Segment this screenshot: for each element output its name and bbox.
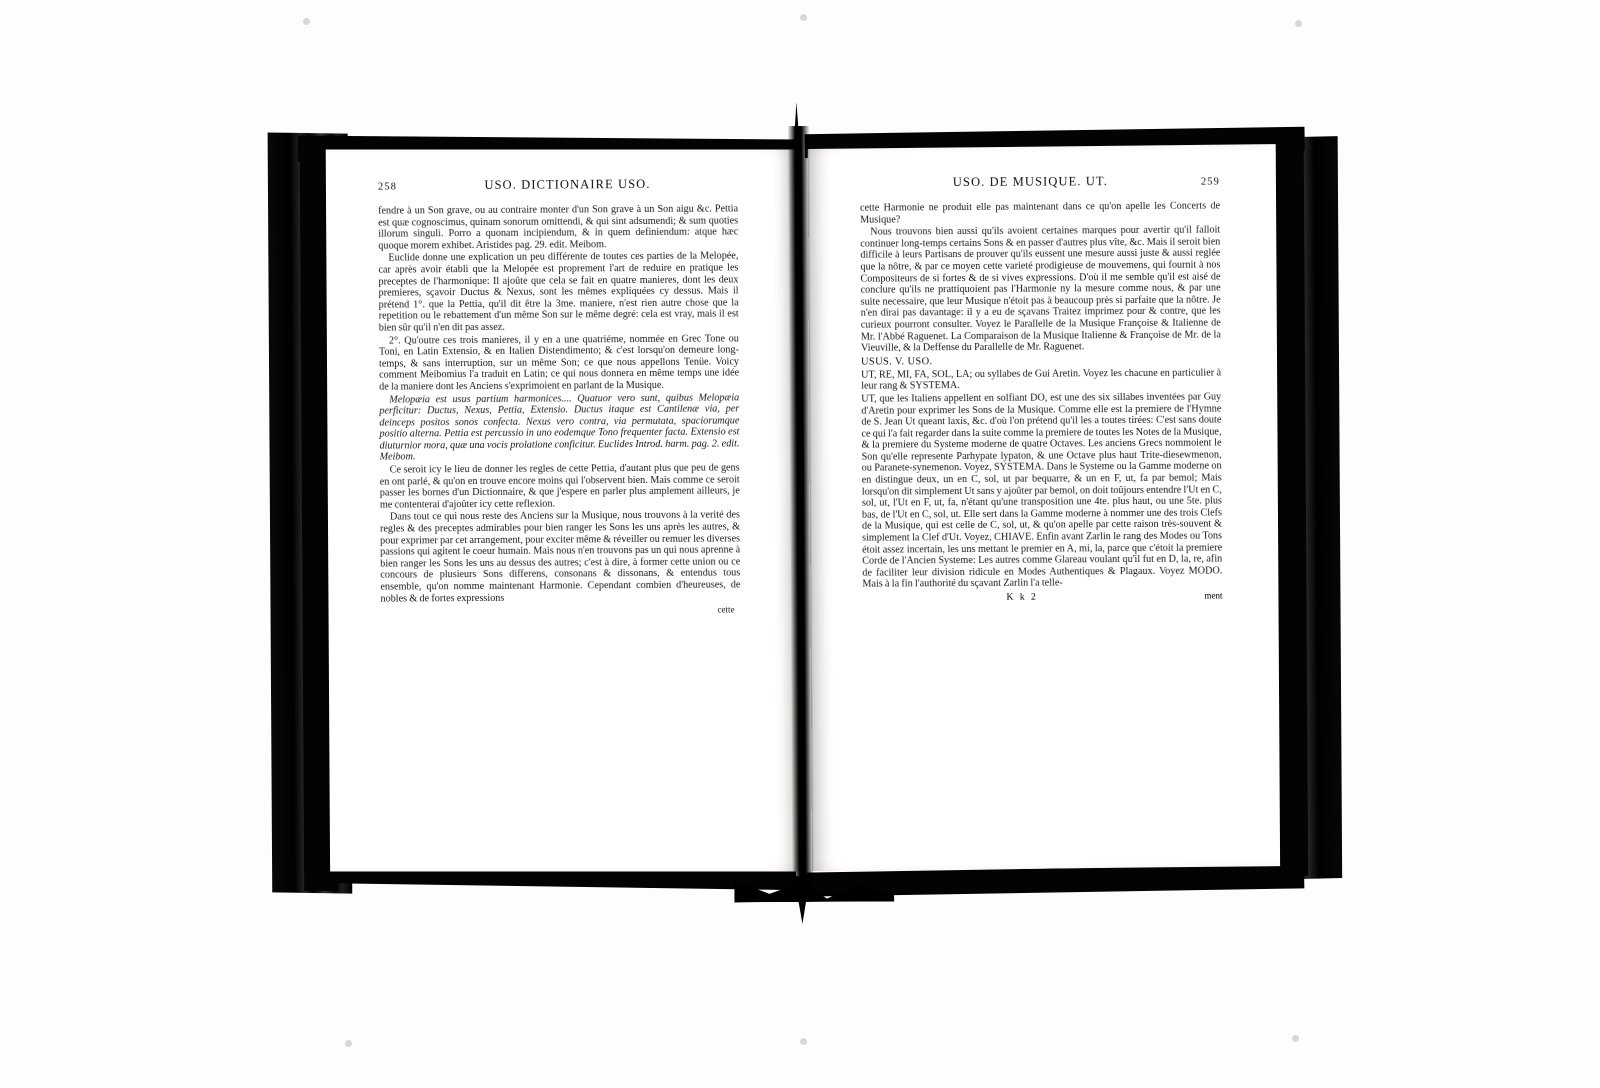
registration-mark-icon (800, 14, 807, 21)
running-head-left (378, 176, 738, 193)
page-number-right: 259 (1200, 176, 1220, 188)
open-book (260, 115, 1355, 932)
book-spine-top (793, 102, 799, 146)
signature-mark: K k 2 (1006, 591, 1038, 603)
paragraph: Nous trouvons bien aussi qu'ils avoient certaines marques pour avertir qu'il falloit continuer long-temps certains Sons & en passer d'autres plus vîte, &c. Mais il seroit bien difficile à leurs Partisans de prouver qu'ils eussent une mesure aussi juste & aussi reglée que la nôtre, & par ce moyen cette varieté prodigieuse de mouvemens, qui fournit à nos Compositeurs de si fortes & de si vives expressions. D'où il me semble qu'il est aisé de conclure qu'ils ne prattiquoient pas l'Harmonie ny la mesure comme nous, & par une suite necessaire, que leur Musique n'étoit pas à beaucoup près si parfaite que la nôtre. Je n'en dirai pas davantage: il y a eu de sçavans Traitez imprimez pour & contre, que les curieux pourront consulter. Voyez le Parallelle de la Musique Françoise & Italienne de Mr. l'Abbé Raguenet. La Comparaison de la Musique Italienne & Françoise de Mr. de la Vieuville, & la Deffense du Parallelle de Mr. Raguenet. (860, 224, 1221, 354)
paragraph: UT, que les Italiens appellent en solfiant DO, est une des six sillabes inventées par Guy d'Aretin pour exprimer les Sons de la Musique. Comme elle est la premiere de l'Hymne de S. Jean Ut queant laxis, &c. d'où l'on prétend qu'il les a toutes tirées: C'est sans doute ce qui l'a fait regarder dans la suite comme la premiere de toutes les Notes de la Musique, & la premiere du Systeme moderne de quatre Octaves. Les anciens Grecs nommoient le Son qu'elle represente Parhypate lypaton, & une Octave plus haut Trite-diesewmenon, ou Paranete-synemenon. Voyez, SYSTEMA. Dans le Systeme ou la Gamme moderne on en distingue deux, un en C, sol, ut par bequarre, & un en F, ut, fa par bemol; Mais lorsqu'on dit simplement Ut sans y ajoûter par bemol, on doit toûjours entendre l'Ut en C, sol, ut, l'Ut en F, ut, fa, n'étant qu'une transposition une 4te. plus haut, ou une 5te. plus bas, de l'Ut en C, sol, ut. Elle sert dans la Gamme moderne à nommer une des trois Clefs de la Musique, qui est celle de C, sol, ut, & qu'on apelle par cette raison très-souvent & simplement la Clef d'Ut. Voyez, CHIAVE. Enfin avant Zarlin le rang des Modes ou Tons étoit assez incertain, les uns mettant le premier en A, mi, la, parce que c'étoit la premiere Corde de l'Ancien Systeme: Les autres comme Glareau voulant qu'il fut en D, la, re, afin de faciliter leur division ridicule en Modes Authentiques & Plagaux. Voyez MODO. Mais à la fin l'authorité du sçavant Zarlin l'a telle- (861, 391, 1223, 591)
registration-mark-icon (1295, 20, 1302, 27)
page-number-left: 258 (377, 181, 398, 193)
entry-heading-ut-syllables: UT, RE, MI, FA, SOL, LA; ou syllabes de Gui Aretin. Voyez les chacune en particulier à leur rang & SYSTEMA. (861, 367, 1222, 392)
running-head-right (860, 173, 1220, 190)
book-gutter (788, 126, 815, 896)
catchword-right: ment (1204, 590, 1223, 601)
paragraph: cette Harmonie ne produit elle pas maintenant dans ce qu'on apelle les Concerts de Musique? (860, 200, 1221, 226)
paragraph: 2°. Qu'outre ces trois manieres, il y en a une quatriéme, nommée en Grec Tone ou Toni, en Latin Extensio, & en Italien Distendimento; & c'est lorsqu'on demeure long-temps, & sans interruption, sur un même Son; ce que nous appellons Tenüe. Voicy comment Meibomius l'a traduit en Latin; ce qui nous donnera en même temps une idée de la maniere dont les Anciens s'exprimoient en parlant de la Musique. (378, 332, 740, 393)
paragraph: Ce seroit icy le lieu de donner les regles de cette Pettia, d'autant plus que peu de gens en ont parlé, & qu'on en trouve encore moins qui l'observent bien. Mais comme ce seroit passer les bornes d'un Dictionnaire, & que j'espere en parler plus amplement ailleurs, je me contenterai d'ajoûter icy cette reflexion. (379, 462, 740, 511)
paragraph: Euclide donne une explication un peu différente de toutes ces parties de la Melopée, car après avoir établi que la Melopée est proprement l'art de reduire en pratique les preceptes de l'harmonique: Il ajoûte que cela se fait en quatre manieres, dont les deux premieres, sçavoir Ductus & Nexus, sont les mêmes expliquées cy dessus. Mais il prétend 1°. que la Pettia, qu'il dit être la 3me. maniere, n'est rien autre chose que la repetition ou le rebattement d'un même Son sur le même degré: cela est vray, mais il est bien sûr qu'il n'en dit pas assez. (378, 250, 739, 334)
entry-heading-usus: USUS. V. USO. (860, 355, 933, 368)
registration-mark-icon (303, 18, 310, 25)
registration-mark-icon (1292, 1035, 1299, 1042)
page-right-text-column (860, 173, 1223, 603)
paragraph: Dans tout ce qui nous reste des Anciens sur la Musique, nous trouvons à la verité des regles & des preceptes admirables pour bien ranger les Sons les uns après les autres, & pour exprimer par cet arrangement, pour exciter même & réveiller ou remuer les diverses passions qui agitent le coeur humain. Mais nous n'en trouvons pas un qui nous aprenne à bien ranger les Sons les uns au dessus des autres; c'est à dire, à former cette union ou ce concours de plusieurs Sons differens, consonans & dissonans, & entendus tous ensemble, qu'on nomme maintenant Harmonie. Cependant combien d'heureuses, de nobles & de fortes expressions (379, 509, 741, 605)
paragraph-latin-quote: Melopæia est usus partium harmonices.... Quatuor vero sunt, quibus Melopæia perficitur: Ductus, Nexus, Pettia, Extensio. Ductus itaque est Cantilenæ via, per deinceps positos sonos confecta. Nexus vero contra, via permutata, spaciorumque positio alterna. Pettia est percussio in uno eodemque Tono frequenter facta. Extensio est diuturnior mora, quæ una vocis prolatione conficitur. Euclides Introd. harm. pag. 2. edit. Meibom. (379, 391, 740, 464)
signature-row (862, 590, 1222, 603)
registration-mark-icon (800, 1038, 807, 1045)
running-head-title-left: USO. DICTIONAIRE USO. (484, 176, 651, 192)
running-head-title-right: USO. DE MUSIQUE. UT. (952, 174, 1108, 190)
catchword-left: cette (717, 604, 735, 615)
paragraph: fendre à un Son grave, ou au contraire monter d'un Son grave à un Son aigu &c. Pettia est quæ cognoscimus, quinam sonorum omittendi, & qui sint adsumendi; & sum quoties illorum singuli. Porro a quonam incipiendum, & in quem definiendum: atque hæc quoque morem exhibet. Aristides pag. 29. edit. Meibom. (378, 203, 739, 252)
page-left-text-column (378, 176, 741, 616)
registration-mark-icon (345, 1040, 352, 1047)
